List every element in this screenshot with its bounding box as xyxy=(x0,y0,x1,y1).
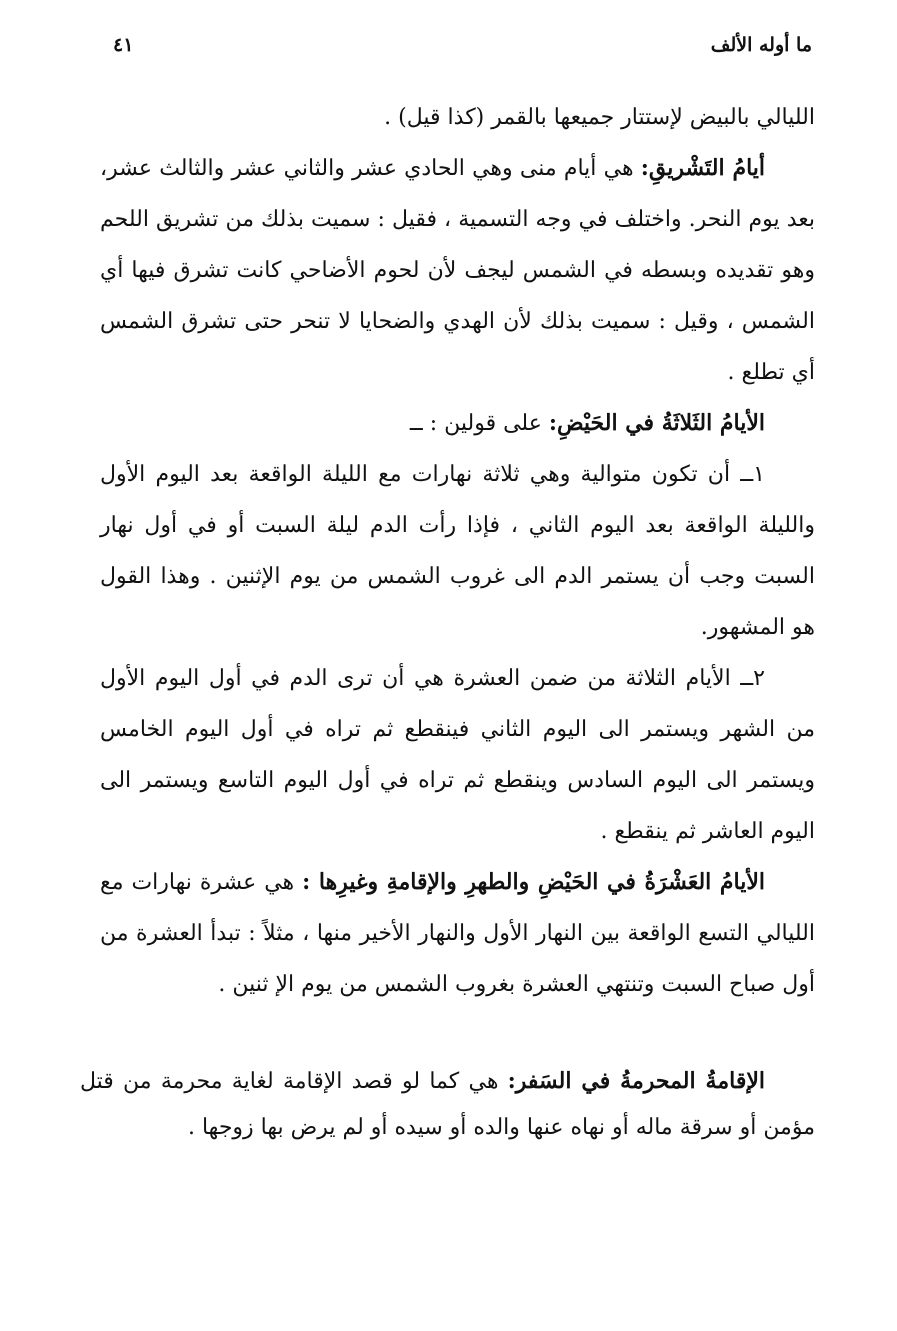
paragraph-opinion-1 xyxy=(100,449,815,653)
paragraph-three-days-hayd xyxy=(100,398,815,449)
running-title: ما أوله الألف xyxy=(710,34,812,56)
entry-heading: أيامُ التَشْريقِ: xyxy=(640,155,766,181)
entry-heading: الإقامةُ المحرمةُ في السَفر: xyxy=(507,1068,765,1094)
paragraph-text: الليالي بالبيض لإستتار جميعها بالقمر (كذا قيل) . xyxy=(384,105,815,130)
paragraph-text: ٢ــ الأيام الثلاثة من ضمن العشرة هي أن ترى الدم في أول اليوم الأول من الشهر ويستمر الى اليوم الثاني فينقطع ثم تراه في أول اليوم الخامس ويستمر الى اليوم السادس وينقطع ثم تراه في أول اليوم التاسع ويستمر الى اليوم العاشر ثم ينقطع . xyxy=(100,666,815,844)
paragraph-forbidden-residence xyxy=(80,1058,815,1151)
paragraph-continuation xyxy=(100,92,815,143)
paragraph-text: هي كما لو قصد الإقامة لغاية محرمة من قتل مؤمن أو سرقة ماله أو نهاه عنها والده أو سيده أو لم يرض بها زوجها . xyxy=(80,1069,815,1140)
page-header xyxy=(95,34,812,68)
entry-heading: الأيامُ العَشْرَةُ في الحَيْضِ والطهرِ والإقامةِ وغيرِها : xyxy=(302,869,765,895)
paragraph-ten-days xyxy=(100,857,815,1010)
paragraph-text: على قولين : ــ xyxy=(409,411,549,436)
page-body xyxy=(100,92,815,1010)
paragraph-opinion-2 xyxy=(100,653,815,857)
entry-heading: الأيامُ الثَلاثَةُ في الحَيْضِ: xyxy=(548,410,765,436)
paragraph-text: هي أيام منى وهي الحادي عشر والثاني عشر والثالث عشر، بعد يوم النحر. واختلف في وجه التسمية ، فقيل : سميت بذلك من تشريق اللحم وهو تقديده وبسطه في الشمس ليجف لأن لحوم الأضاحي كانت تشرق فيها أي الشمس ، وقيل : سميت بذلك لأن الهدي والضحايا لا تنحر حتى تشرق الشمس أي تطلع . xyxy=(100,156,815,385)
page-number: ٤١ xyxy=(113,34,134,56)
paragraph-ayyam-tashriq xyxy=(100,143,815,398)
paragraph-text: هي عشرة نهارات مع الليالي التسع الواقعة بين النهار الأول والنهار الأخير منها ، مثلاً : تبدأ العشرة من أول صباح السبت وتنتهي العشرة بغروب الشمس من يوم الإ ثنين . xyxy=(100,870,815,997)
paragraph-text: ١ــ أن تكون متوالية وهي ثلاثة نهارات مع الليلة الواقعة بعد اليوم الأول والليلة الواقعة بعد اليوم الثاني ، فإذا رأت الدم ليلة السبت أو في أول نهار السبت وجب أن يستمر الدم الى غروب الشمس من يوم الإثنين . وهذا القول هو المشهور. xyxy=(100,462,815,640)
